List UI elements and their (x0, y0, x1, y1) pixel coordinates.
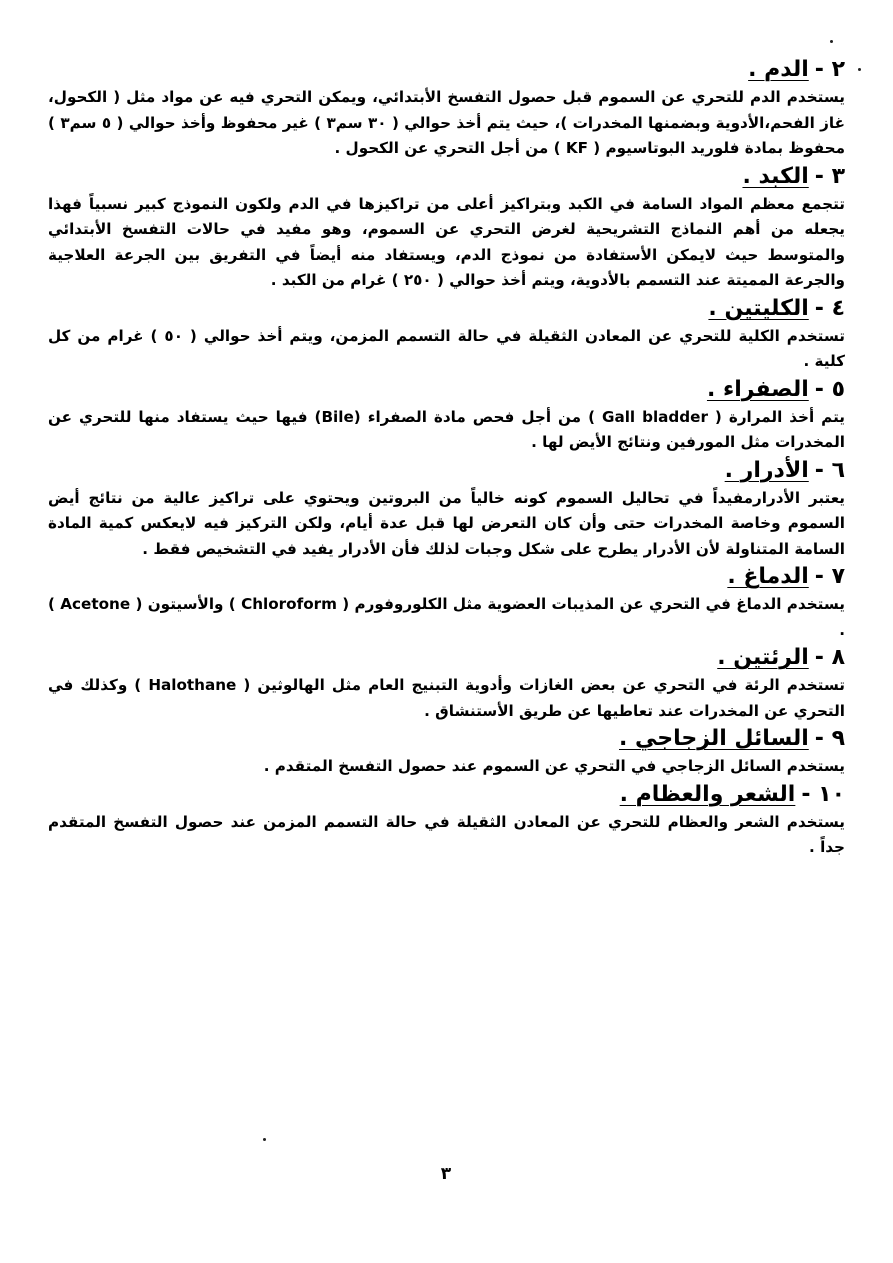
section-title: الأدرار . (724, 457, 809, 483)
section-brain (48, 562, 845, 643)
section-heading (48, 456, 845, 486)
section-title: الكليتين . (708, 295, 809, 321)
section-number: ٢ - (814, 57, 845, 82)
scan-speck (858, 68, 861, 71)
section-title: السائل الزجاجي . (619, 726, 809, 751)
section-number: ١٠ - (801, 781, 845, 807)
section-title: الكبد . (742, 163, 809, 189)
section-body: يعتبر الأدرارمفيداً في تحاليل السموم كونه خالياً من البروتين ويحتوي على تراكيز عالية من نتائج أيض السموم وخاصة المخدرات حتى وأن كان التعرض لها قبل عدة أيام، ولكن التركيز فيه لايعكس كمية المادة السامة المتناولة لأن الأدرار يطرح على شكل وجبات لذلك فأن الأدرار يفيد في التشخيص فقط . (48, 488, 845, 558)
section-number: ٦ - (814, 457, 845, 483)
scan-speck (830, 40, 833, 43)
section-blood (48, 55, 845, 162)
section-title: الدم . (748, 57, 809, 82)
section-urine (48, 456, 845, 563)
section-body: تستخدم الكلية للتحري عن المعادن الثقيلة في حالة التسمم المزمن، ويتم أخذ حوالي ( ٥٠ ) غرام من كل كلية . (48, 326, 845, 370)
section-heading (48, 294, 845, 324)
section-number: ٨ - (814, 645, 845, 670)
section-body: يستخدم الدم للتحري عن السموم قبل حصول التفسخ الأبتدائي، ويمكن التحري فيه عن مواد مثل ( الكحول، غاز الفحم،الأدوية وبضمنها المخدرات )، حيث يتم أخذ حوالي ( ٣٠ سم٣ ) غير محفوظ وأخذ حوالي ( ٥ سم٣ ) محفوظ بمادة فلوريد البوتاسيوم ( KF ) من أجل التحري عن الكحول . (48, 88, 846, 157)
document-content (48, 55, 845, 861)
section-number: ٥ - (814, 376, 845, 402)
section-title: الصفراء . (706, 376, 809, 402)
section-heading (48, 162, 845, 192)
scan-speck (263, 1138, 266, 1141)
section-hair-bones (48, 780, 845, 861)
section-body: تتجمع معظم المواد السامة في الكبد وبتراكيز أعلى من تراكيزها في الدم ولكون النموذج كبير نسبياً فهذا يجعله من أهم النماذج التشريحية لغرض التحري عن السموم، وهو مفيد في حالات التفسخ الأبتدائي والمتوسط حيث لايمكن الأستفادة من نموذج الدم، ويستفاد منه أيضاً في التفريق بين الجرعة العلاجية والجرعة المميتة عند التسمم بالأدوية، ويتم أخذ حوالي ( ٢٥٠ ) غرام من الكبد . (48, 194, 845, 289)
section-title: الرئتين . (717, 645, 809, 670)
section-body: يستخدم السائل الزجاجي في التحري عن السموم عند حصول التفسخ المتقدم . (263, 757, 845, 775)
section-body: يستخدم الدماغ في التحري عن المذيبات العضوية مثل الكلوروفورم ( Chloroform ) والأسيتون ( Acetone ) . (48, 595, 845, 639)
section-bile (48, 375, 845, 456)
section-heading (48, 375, 845, 405)
section-title: الشعر والعظام . (619, 781, 796, 807)
section-number: ٣ - (814, 163, 845, 189)
section-heading (48, 562, 845, 592)
section-liver (48, 162, 845, 294)
section-heading (48, 780, 845, 810)
section-number: ٤ - (814, 295, 845, 321)
section-heading (48, 55, 845, 85)
section-kidneys (48, 294, 845, 375)
section-heading (48, 643, 845, 673)
section-body: يتم أخذ المرارة ( Gall bladder ) من أجل فحص مادة الصفراء (Bile) فيها حيث يستفاد منها للتحري عن المخدرات مثل المورفين ونتائج الأيض لها . (48, 407, 845, 451)
section-number: ٩ - (814, 726, 845, 751)
section-vitreous-fluid (48, 724, 845, 780)
section-number: ٧ - (814, 564, 845, 589)
page-number: ٣ (440, 1164, 452, 1184)
section-lungs (48, 643, 845, 724)
section-heading (48, 724, 845, 754)
section-body: يستخدم الشعر والعظام للتحري عن المعادن الثقيلة في حالة التسمم المزمن عند حصول التفسخ المتقدم جداً . (48, 812, 845, 856)
section-title: الدماغ . (727, 564, 809, 589)
section-body: تستخدم الرئة في التحري عن بعض الغازات وأدوية التبنيج العام مثل الهالوثين ( Halothane ) وكذلك في التحري عن المخدرات عند تعاطيها عن طريق الأستنشاق . (48, 676, 845, 720)
